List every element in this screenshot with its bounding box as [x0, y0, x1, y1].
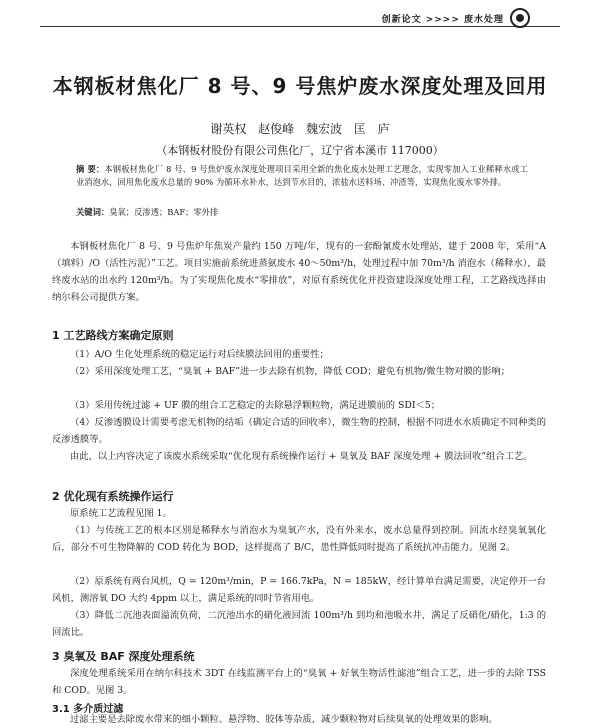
article-title: 本钢板材焦化厂 8 号、9 号焦炉废水深度处理及回用: [52, 74, 548, 98]
section-1-item: （1）A/O 生化处理系统的稳定运行对后续膜法回用的重要性；: [70, 349, 329, 360]
section-3-1-paragraph: 过滤主要是去除废水带来的细小颗粒、悬浮物、胶体等杂质，减少颗粒物对后续臭氧的处理效果的影响。: [70, 714, 498, 725]
article-affiliation: （本钢板材股份有限公司焦化厂，辽宁省本溪市 117000）: [156, 144, 444, 157]
section-2-item: （3）降低二沉池表面溢流负荷，二沉池出水的硝化液回流 100m³/h 到均和池吸水井，满足了反硝化/硝化，1:3 的回流比。: [52, 610, 546, 638]
abstract-text: 本钢板材焦化厂 8 号、9 号焦炉废水深度处理项目采用全新的焦化废水处理工艺理念，实现零加入工业稀释水或工业消泡水，回用焦化废水总量的 90% 为循环水补水，达到节水目的，浓盐水送料场、冲渣等，实现焦化废水零外排。: [76, 164, 528, 187]
section-1-heading: 1 工艺路线方案确定原则: [52, 329, 174, 342]
section-1-item: （2）采用深度处理工艺，“臭氧 + BAF”进一步去除有机物，降低 COD；避免有机物/微生物对膜的影响；: [70, 366, 510, 377]
running-title: 创新论文 >>>> 废水处理: [381, 15, 504, 25]
keywords-text: 臭氧；反渗透；BAF；零外排: [109, 207, 219, 217]
section-1-item: （3）采用传统过滤 + UF 膜的组合工艺稳定的去除悬浮颗粒物，满足进膜前的 SDI＜5；: [70, 400, 441, 411]
section-2-heading: 2 优化现有系统操作运行: [52, 490, 174, 503]
section-1-item: （4）反渗透膜设计需要考虑无机物的结垢（确定合适的回收率），微生物的控制，根据不同进水水质确定不同种类的反渗透膜等。: [52, 417, 546, 445]
section-2-item: （2）原系统有两台风机，Q = 120m³/min，P = 166.7kPa，N = 185kW，经计算单台满足需要，决定停开一台风机，测溶氧 DO 大约 4ppm 以上，满足系统的同时节省用电。: [52, 576, 546, 604]
page-header: [0, 0, 600, 36]
abstract-label: 摘 要：: [76, 164, 105, 174]
section-3-paragraph: 深度处理系统采用在纳尔科技术 3DT 在线监测平台上的“臭氧 + 好氧生物活性滤池”组合工艺，进一步的去除 TSS 和 COD。见图 3。: [52, 668, 546, 696]
section-2-item: （1）与传统工艺的根本区别是稀释水与消泡水为臭氧产水，没有外来水，废水总量得到控制。回流水经臭氧氧化后，部分不可生物降解的 COD 转化为 BOD，这样提高了 B/C，患性降低同时提高了系统抗冲击能力。见图 2。: [52, 525, 546, 553]
section-3-heading: 3 臭氧及 BAF 深度处理系统: [52, 650, 195, 663]
keywords-label: 关键词：: [76, 207, 110, 217]
header-rule: [40, 26, 560, 27]
keywords: [76, 206, 528, 219]
section-3-1-heading: 3.1 多介质过滤: [52, 704, 124, 715]
article-authors: 谢英权 赵俊峰 魏宏波 匡 庐: [210, 122, 390, 136]
journal-logo-icon: [510, 8, 530, 28]
abstract: [76, 163, 528, 189]
section-2-intro: 原系统工艺流程见图 1。: [70, 508, 172, 519]
intro-paragraph: 本钢板材焦化厂 8 号、9 号焦炉年焦炭产量约 150 万吨/年，现有的一套酚氰废水处理站，建于 2008 年，采用“A（填料）/O（活性污泥）”工艺。项目实施前系统进蒸氨废水 40～50m³/h，处理过程中加 70m³/h 消泡水（稀释水），最终废水站的出水约 120m³/h。为了实现焦化废水“零排放”，对原有系统优化并投资建设深度处理工程，工艺路线选择由纳尔科公司提供方案。: [52, 241, 546, 303]
section-1-conclusion: 由此，以上内容决定了该废水系统采取“优化现有系统操作运行 + 臭氧及 BAF 深度处理 + 膜法回收”组合工艺。: [70, 451, 533, 462]
